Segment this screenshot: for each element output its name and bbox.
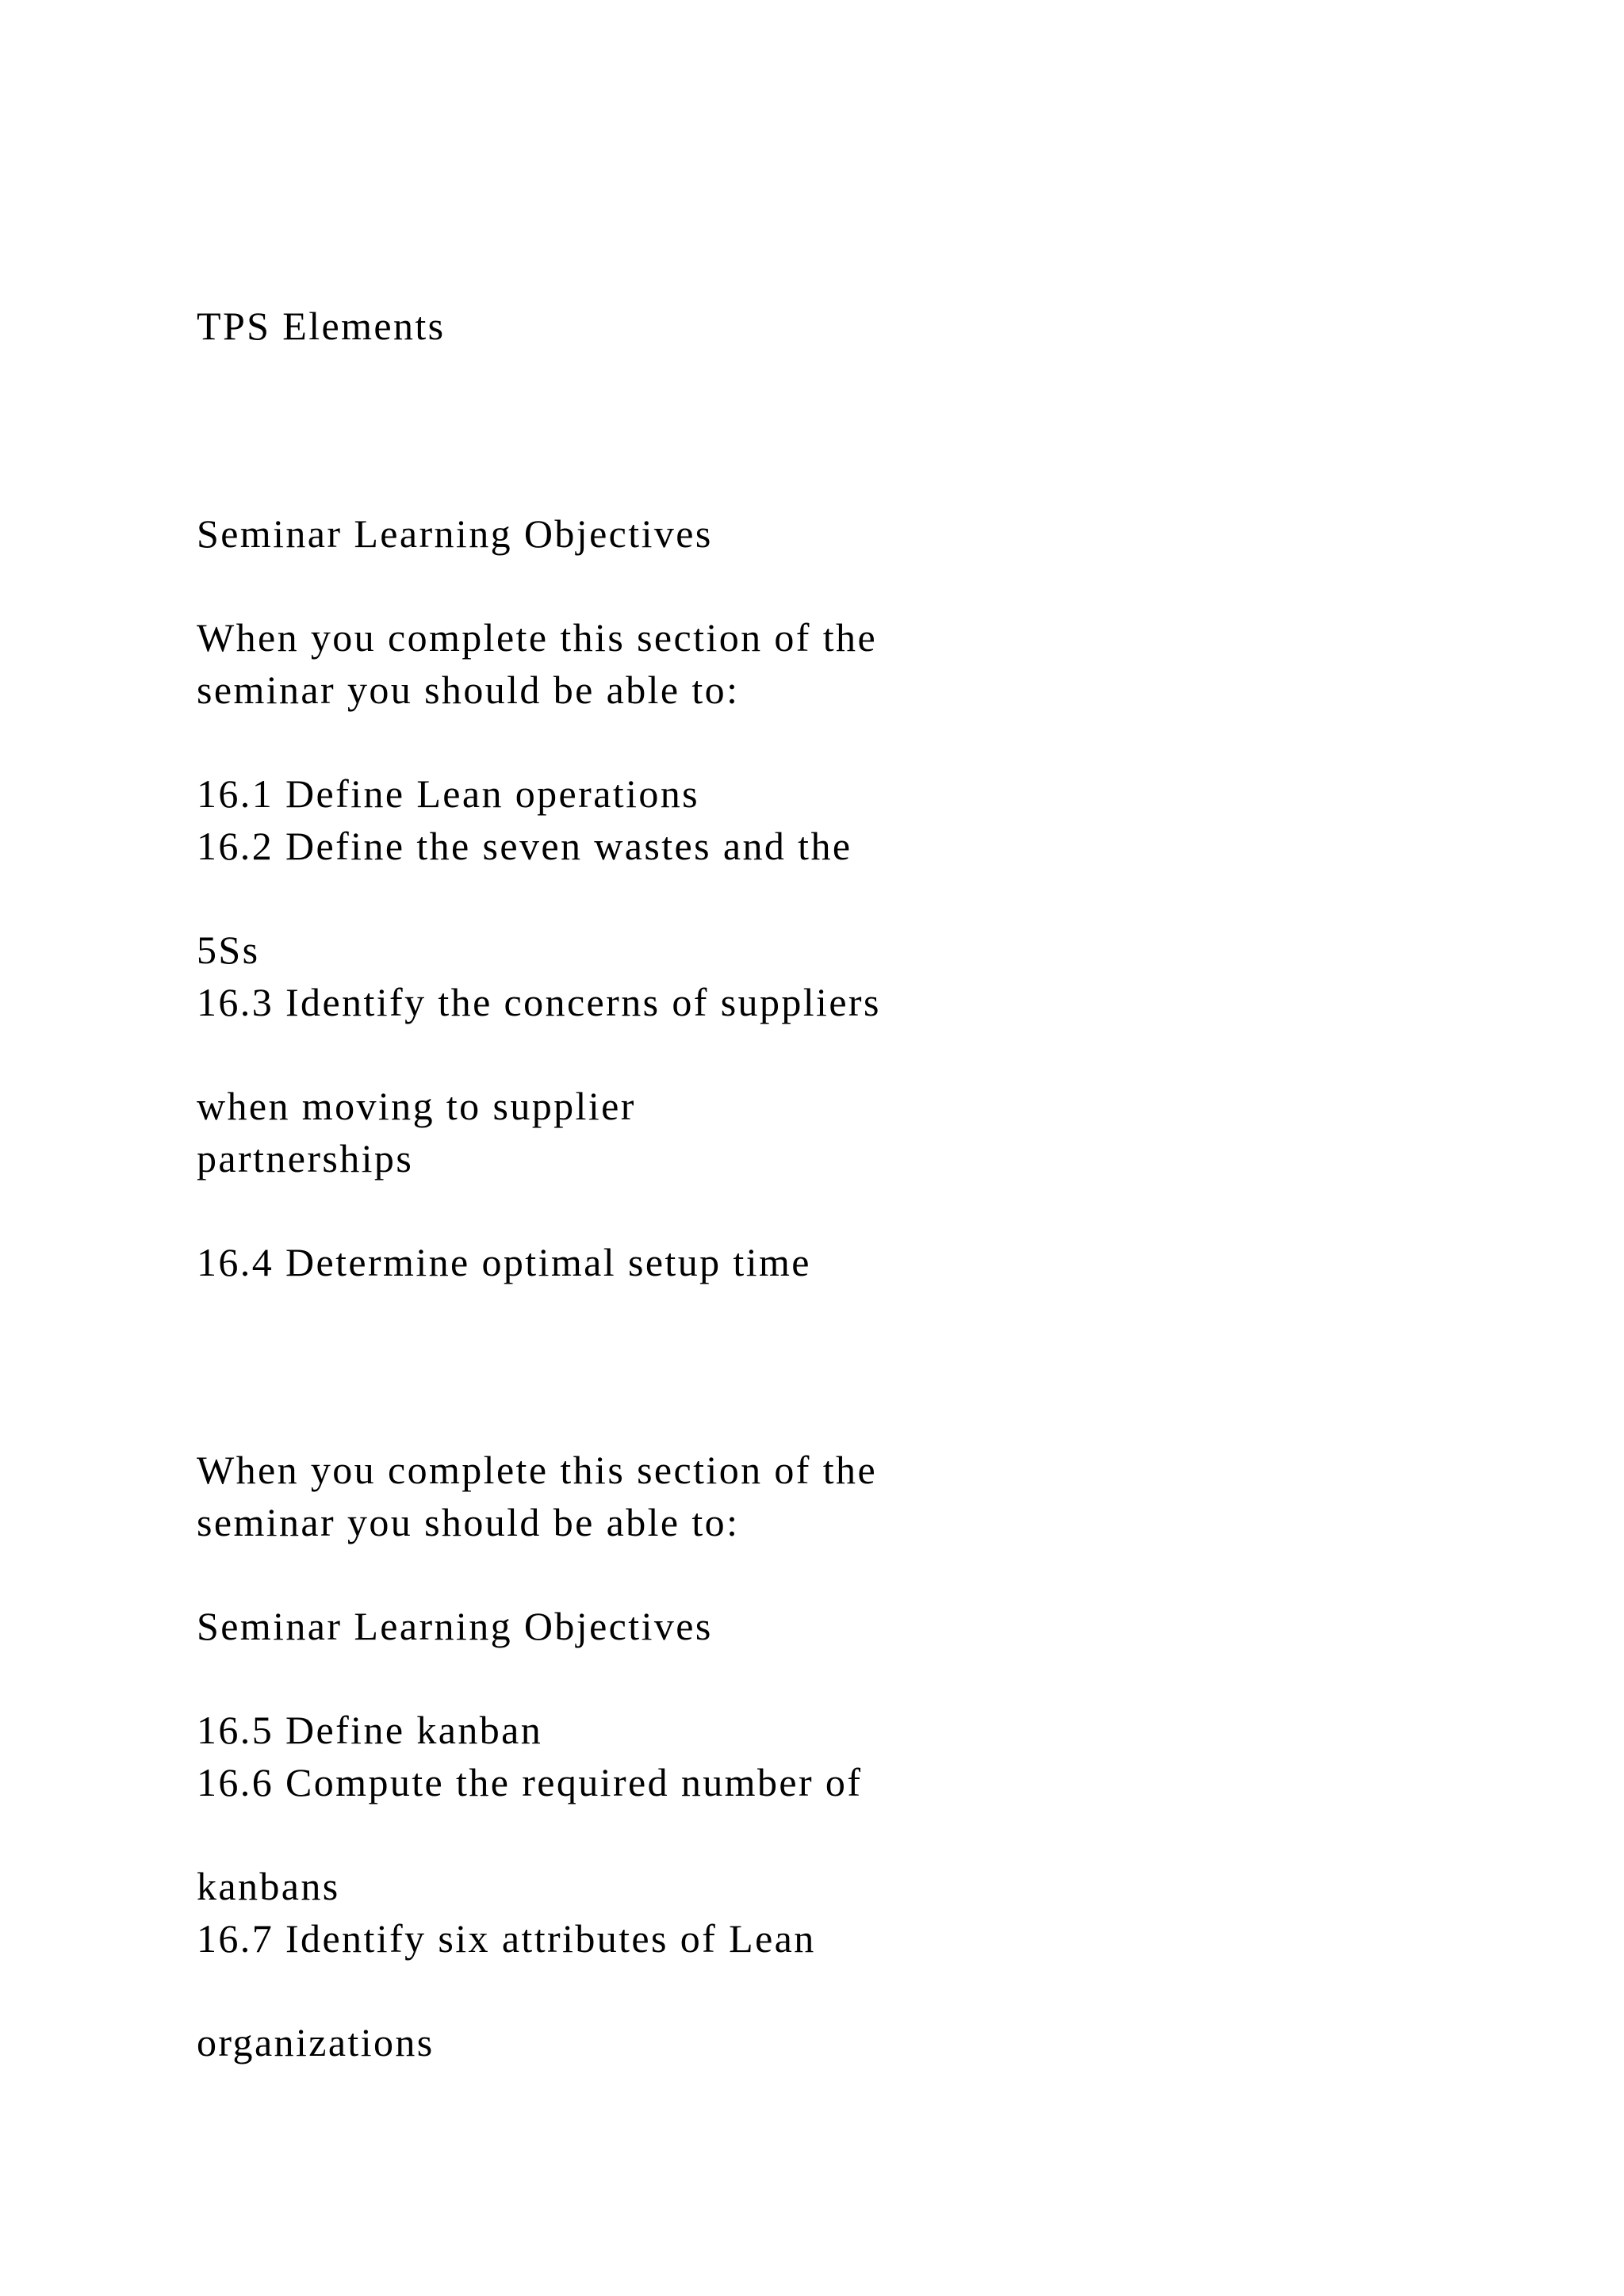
objective-16-6-continued: kanbans — [197, 1864, 340, 1908]
objective-16-2-continued: 5Ss — [197, 928, 260, 972]
section2-heading: Seminar Learning Objectives — [197, 1604, 713, 1648]
objective-16-7: 16.7 Identify six attributes of Lean — [197, 1916, 816, 1961]
objective-16-4: 16.4 Determine optimal setup time — [197, 1240, 811, 1284]
objective-16-6: 16.6 Compute the required number of — [197, 1760, 863, 1804]
objective-16-3: 16.3 Identify the concerns of suppliers — [197, 980, 881, 1024]
objective-16-3-continued-2: partnerships — [197, 1136, 414, 1181]
section2-intro-line-2: seminar you should be able to: — [197, 1500, 740, 1544]
objective-16-2: 16.2 Define the seven wastes and the — [197, 824, 852, 868]
section2-intro-line-1: When you complete this section of the — [197, 1448, 878, 1492]
section1-intro-line-1: When you complete this section of the — [197, 615, 878, 660]
objective-16-3-continued: when moving to supplier — [197, 1084, 636, 1128]
objective-16-1: 16.1 Define Lean operations — [197, 771, 700, 816]
section1-intro-line-2: seminar you should be able to: — [197, 668, 740, 712]
objective-16-7-continued: organizations — [197, 2020, 435, 2064]
document-title: TPS Elements — [197, 304, 446, 348]
objective-16-5: 16.5 Define kanban — [197, 1708, 543, 1752]
section1-heading: Seminar Learning Objectives — [197, 511, 713, 556]
